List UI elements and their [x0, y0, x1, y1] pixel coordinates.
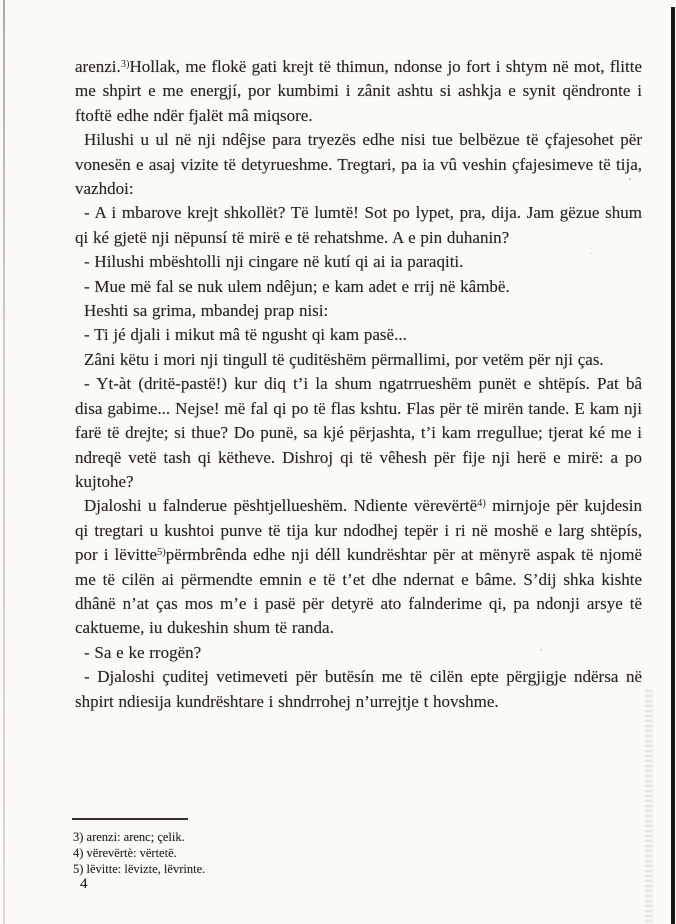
footnote-ref: 4) — [477, 498, 486, 510]
paragraph: - Yt-àt (dritë-pastë!) kur diq t’i la shum ngatrrueshëm punët e shtëpís. Pat bâ disa gabime... Nejse! më fal qi po të flas kshtu. Flas për të mirën tande. E kam nji farë të drejte; si thue? Do punë, sa kjé përjashta, t’i kam rregullue; tjerat ké me i ndreqë vetë tash qi këtheve. Dishroj qi të vêhesh për fije nji herë e mirë: a po kujtohe? — [75, 374, 642, 491]
footnote-ref: 3) — [120, 59, 130, 70]
paragraph: - A i mbarove krejt shkollët? Të lumtë! Sot po lypet, pra, dija. Jam gëzue shum qi ké gjetë nji nëpunsí të mirë e të rehatshme. A e pin duhanin? — [75, 203, 642, 247]
paragraph: - Ti jé djali i mikut mâ të ngusht qi kam pasë... — [84, 325, 407, 345]
paragraph: - Djaloshi çuditej vetimeveti për butësín me të cilën epte përgjigje ndërsa në shpirt ndiesija kundrështare i shndrrohej n’urrejtje t hovshme. — [75, 667, 642, 711]
scan-smudge — [645, 690, 653, 924]
book-gutter-edge — [671, 7, 675, 924]
paragraph: Zâni këtu i mori nji tingull të çuditëshëm përmallimi, por vetëm për nji ças. — [84, 349, 604, 369]
paragraph: Djaloshi u falnderue pështjellueshëm. Ndiente vërevërtë$^{4)}$ mirnjoje për kujdesin qi tregtari u kushtoi punve të tija kur ndodhej tepër i ri në moshë e larg shtëpís, por i lëvitte$^{5)}$përmbrênda edhe nji déll kundrështar për at mënyrë aspak të njomë me të cilën ai përmendte emnin e të t’et dhe ndernat e bâme. S’dij shka kishte dhânë n’at ças mos m’e i pasë për detyrë ato falnderime qi, pa ndonji arsye të caktueme, iu dukeshin shum të randa. — [75, 496, 642, 638]
paragraph: - Mue më fal se nuk ulem ndêjun; e kam adet e rrij në kâmbë. — [84, 276, 510, 296]
footnotes-block — [73, 829, 205, 878]
footnote-item: 4) vërevërtè: vërtetë. — [73, 846, 177, 861]
paragraph: Heshti sa grima, mbandej prap nisi: — [84, 301, 329, 321]
paragraph: - Sa e ke rrogën? — [84, 642, 202, 662]
paper-left-edge — [3, 0, 5, 924]
paragraph: - Hilushi mbështolli nji cingare në kutí qi ai ia paraqiti. — [84, 252, 464, 272]
footnote-separator — [72, 818, 188, 820]
paragraph: Hilushi u ul në nji ndêjse para tryezës edhe nisi tue belbëzue të çfajesohet për vonesën e asaj vizite të detyrueshme. Tregtari, pa ia vû veshin çfajesimeve të tija, vazhdoi: — [75, 130, 642, 199]
page-number: 4 — [80, 876, 88, 892]
page-body-text — [75, 55, 642, 714]
footnote-ref: 5) — [157, 547, 166, 559]
footnote-item: 3) arenzi: arenc; çelik. — [73, 830, 185, 844]
paragraph: arenzi.$^{3)}$Hollak, me flokë gati krejt të thimun, ndonse jo fort i shtym në mot, flitte me shpirt e me energjí, por kumbimi i zânit ashtu si ashkja e synit qëndronte i ftoftë edhe ndër fjalët mâ miqsore. — [75, 57, 642, 125]
footnote-item: 5) lëvitte: lëvizte, lëvrinte. — [73, 862, 206, 877]
